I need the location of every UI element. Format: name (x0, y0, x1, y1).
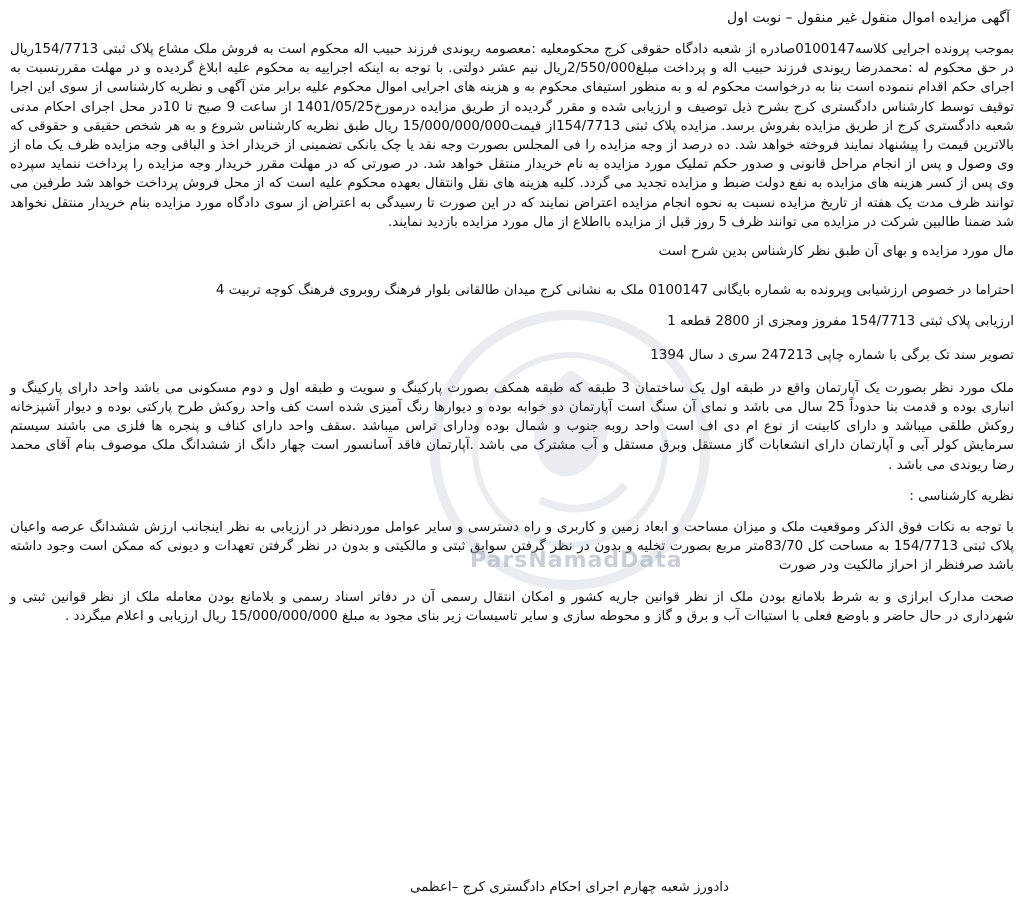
expert-opinion-heading: نظریه کارشناسی : (909, 488, 1014, 504)
final-valuation-paragraph: صحت مدارک ابرازی و به شرط بلامانع بودن ملک از نظر قوانین جاریه کشور و امکان انتقال رسمی آن در دفاتر اسناد رسمی و بلامانع بودن معامله ملک از نظر قوانین ثبتی و شهرداری در حال حاضر و باوضع فعلی با استیاات آب و برق و گاز و محوطه سازی و سایر تاسیسات زیر بنای مجود به مبلغ 15/000/000/000 ریال ارزیابی و اعلام میگردد . (10, 589, 1014, 624)
watermark-text: ParsNamadData (470, 548, 683, 573)
plate-line: ارزیابی پلاک ثبتی 154/7713 مفروز ومجزی از 2800 قطعه 1 (667, 314, 1014, 330)
notice-paragraph-main: بموجب پرونده اجرایی کلاسه0100147صادره از شعبه دادگاه حقوقی کرج محکومعلیه :معصومه ریوندی فرزند حبیب اله محکوم است به فروش ملک مشاع پلاک ثبتی 154/7713ریال در حق محکوم له :محمدرضا ریوندی فرزند حبیب اله و پرداخت مبلغ2/550/000ریال نیم عشر دولتی. با توجه به اینکه اجراییه به محکوم علیه ابلاغ گردیده و در مهلت مقررنسبت به اجرای حکم اقدام ننموده است بنا به درخواست محکوم له و به منظور استیفای محکوم به و هزینه های اجرایی اموال محکوم علیه برابر متن آگهی و نظریه کارشناسی از سوی این اجرا توقیف توسط کارشناس دادگستری کرج بشرح ذیل توصیف و ارزیابی شده و مقرر گردیده از طریق مزایده درمورخ1401/05/25 از ساعت 9 صبح تا 10در محل اجرای احکام مدنی شعبه دادگستری کرج از طریق مزایده بفروش برسد. مزایده پلاک ثبتی 154/7713از قیمت15/000/000/000 ریال طبق نظریه کارشناس شروع و به هر شخص حقیقی و حقوقی که بالاترین قیمت را پیشنهاد نمایند فروخته خواهد شد. ده درصد از وجه مزایده را فی المجلس بصورت وجه نقد یا چک بانکی تضمینی از خریدار اخذ و الباقی وجه مزایده ظرف یک ماه از وی وصول و پس از انجام مراحل قانونی و صدور حکم تملیک مورد مزایده به نام خریدار منتقل خواهد شد. در صورتی که در مهلت مقرر خریدار وجه مزایده را پرداخت ننماید سپرده وی پس از کسر هزینه های مزایده به نفع دولت ضبط و مزایده تجدید می گردد. کلیه هزینه های نقل وانتقال بعهده محکوم علیه است که از محل فروش پرداخت خواهد شد طرفین می توانند ظرف مدت یک هفته از تاریخ مزایده نسبت به نحوه انجام مزایده اعتراض نمایند که در این صورت تا رسیدگی به اعتراض از سوی دادگاه مورد مزایده بنام خریدار منتقل نخواهد شد ضمنا طالبین شرکت در مزایده می توانند ظرف 5 روز قبل از مزایده بااطلاع از مال مورد مزایده بازدید نمایند. (10, 42, 1015, 230)
expert-opinion-paragraph: با توجه به نکات فوق الذکر وموقعیت ملک و میزان مساحت و ابعاد زمین و کاربری و راه دسترسی و سایر عوامل موردنظر در ارزیابی به نظر اینجانب ارزش ششدانگ عرصه واعیان پلاک ثبتی 154/7713 به مساحت کل 83/70متر مربع بصورت تخلیه و بدون در نظر گرفتن سوابق ثبتی و مالکیتی و بدون در نظر گرفتن تعهدات و دیونی که ممکن است وجود داشته باشد صرفنظر از احراز مالکیت ودر صورت (10, 520, 1014, 574)
notice-title: آگهی مزایده اموال منقول غیر منقول – نوبت اول (727, 10, 1010, 26)
address-paragraph: احتراما در خصوص ارزشیابی وپرونده به شماره بایگانی 0100147 ملک به نشانی کرج میدان طالقانی بلوار فرهنگ روبروی فرهنگ کوچه تربیت 4 (215, 283, 1014, 299)
deed-line: تصویر سند تک برگی با شماره چاپی 247213 سری د سال 1394 (650, 347, 1014, 363)
property-description-paragraph: ملک مورد نظر بصورت یک آپارتمان واقع در طبقه اول یک ساختمان 3 طبقه که طبقه همکف بصورت پارکینگ و سویت و طبقه اول و دوم مسکونی می باشد واحد دارای پارکینگ و انباری بوده و قدمت بنا حدوداً 25 سال می باشد و نمای آن سنگ است آپارتمان دو خوابه بوده و دیوارها رنگ آمیزی شده است کف واحد روکش طرح پارکتی بوده و دیوار آشپزخانه روکش طلقی میباشد و دارای کابینت از نوع ام دی اف است واحد روبه جنوب و شمال بوده ودارای تراس میباشد .سقف واحد دارای کناف و پنجره ها فلزی می باشند سیستم سرمایش کولر آبی و آپارتمان دارای انشعابات گاز مستقل وبرق مستقل و آب مشترک می باشد .آپارتمان فاقد آسانسور است چهار دانگ از ششدانگ ملک موصوف بنام آقای محمد رضا ریوندی می باشد . (10, 380, 1014, 473)
property-intro-line: مال مورد مزایده و بهای آن طبق نظر کارشناس بدین شرح است (658, 244, 1014, 260)
signature-line: دادورز شعبه چهارم اجرای احکام دادگستری کرج –اعظمی (410, 880, 729, 895)
